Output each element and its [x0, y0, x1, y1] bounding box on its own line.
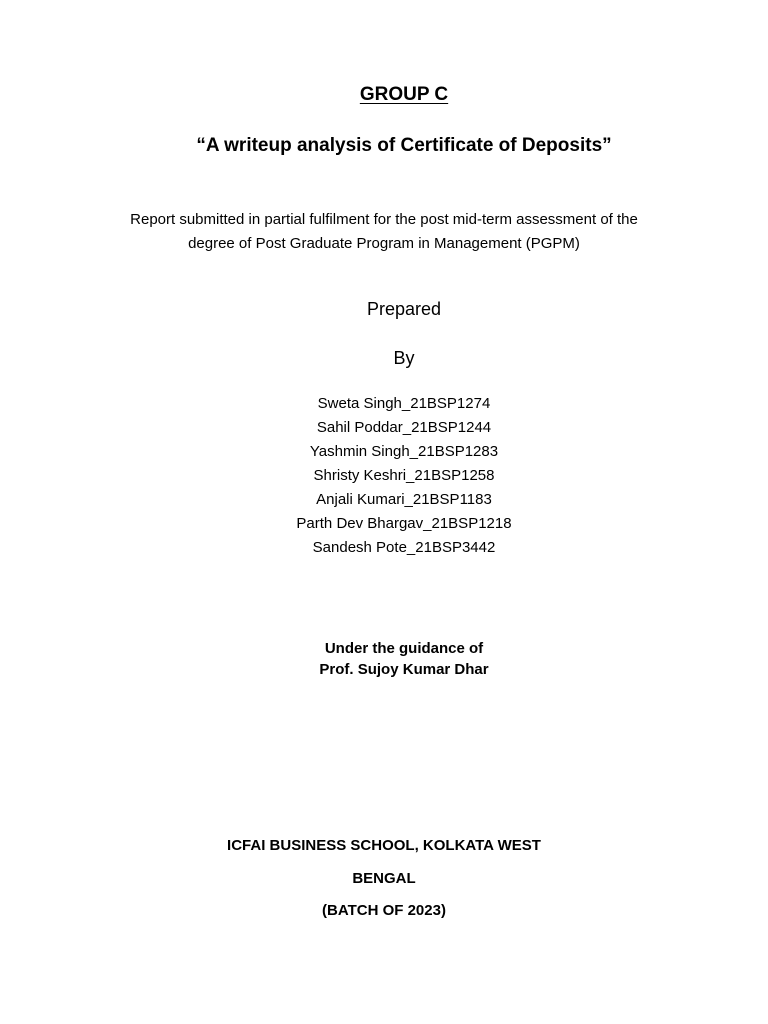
group-title: GROUP C	[359, 84, 449, 105]
member-item: Shristy Keshri_21BSP1258	[313, 467, 495, 484]
guidance-label: Under the guidance of	[324, 640, 484, 657]
by-label: By	[393, 348, 415, 368]
member-item: Sweta Singh_21BSP1274	[317, 395, 491, 412]
member-item: Parth Dev Bhargav_21BSP1218	[296, 515, 512, 532]
report-description	[0, 208, 768, 256]
institution-name: ICFAI BUSINESS SCHOOL, KOLKATA WEST	[227, 837, 541, 854]
member-item: Sandesh Pote_21BSP3442	[312, 539, 496, 556]
professor-name: Prof. Sujoy Kumar Dhar	[319, 661, 489, 678]
member-item: Yashmin Singh_21BSP1283	[309, 443, 499, 460]
member-item: Sahil Poddar_21BSP1244	[316, 419, 492, 436]
member-list	[20, 392, 768, 560]
institution-state: BENGAL	[352, 870, 416, 887]
batch-label: (BATCH OF 2023)	[322, 902, 446, 919]
report-description-line-2: degree of Post Graduate Program in Management (PGPM)	[188, 235, 580, 252]
guidance-block	[20, 638, 768, 680]
member-item: Anjali Kumari_21BSP1183	[316, 491, 492, 508]
document-title: “A writeup analysis of Certificate of Deposits”	[196, 135, 612, 156]
report-description-line-1: Report submitted in partial fulfilment for the post mid-term assessment of the	[130, 211, 638, 228]
prepared-label: Prepared	[366, 299, 442, 319]
